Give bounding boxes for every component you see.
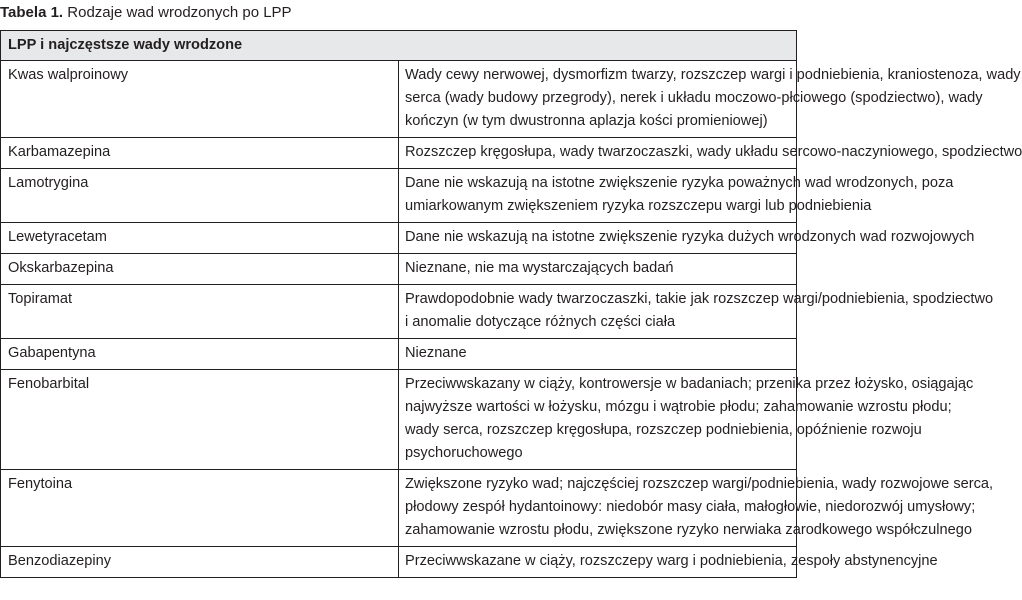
description-line: kończyn (w tym dwustronna aplazja kości promieniowej) [405,113,768,129]
description-line: i anomalie dotyczące różnych części ciała [405,314,676,330]
drug-name-cell: Benzodiazepiny [1,547,399,578]
drug-name-cell: Fenytoina [1,470,399,547]
defects-description-cell [399,339,797,370]
table-row [1,370,797,470]
table-row [1,547,797,578]
description-line: serca (wady budowy przegrody), nerek i układu moczowo-płciowego (spodziectwo), wady [405,90,983,106]
description-line: Nieznane [405,345,467,361]
drug-name-cell: Lamotrygina [1,169,399,223]
defects-description-cell [399,61,1021,138]
defects-description-cell [399,169,954,223]
description-line: wady serca, rozszczep kręgosłupa, rozszczep podniebienia, opóźnienie rozwoju [405,422,922,438]
table-row [1,470,797,547]
description-line: Dane nie wskazują na istotne zwiększenie ryzyka poważnych wad wrodzonych, poza [405,175,954,191]
table-row [1,339,797,370]
drug-name-cell: Topiramat [1,285,399,339]
description-line: Nieznane, nie ma wystarczających badań [405,260,674,276]
description-line: umiarkowanym zwiększeniem ryzyka rozszczepu wargi lub podniebienia [405,198,872,214]
table-header: LPP i najczęstsze wady wrodzone [1,31,797,61]
table-row [1,223,797,254]
drug-name-cell: Lewetyracetam [1,223,399,254]
defects-description-cell [399,285,994,339]
table-row [1,61,797,138]
description-line: najwyższe wartości w łożysku, mózgu i wątrobie płodu; zahamowanie wzrostu płodu; [405,399,952,415]
description-line: Przeciwwskazane w ciąży, rozszczepy warg i podniebienia, zespoły abstynencyjne [405,553,938,569]
table-header-row [1,31,797,61]
drug-name-cell: Gabapentyna [1,339,399,370]
description-line: Przeciwwskazany w ciąży, kontrowersje w badaniach; przenika przez łożysko, osiągając [405,376,974,392]
description-line: Wady cewy nerwowej, dysmorfizm twarzy, rozszczep wargi i podniebienia, kraniostenoza, wady [405,67,1021,83]
defects-table [0,30,1022,578]
drug-name-cell: Fenobarbital [1,370,399,470]
description-line: płodowy zespół hydantoinowy: niedobór masy ciała, małogłowie, niedorozwój umysłowy; [405,499,976,515]
defects-description-cell [399,470,994,547]
description-line: Dane nie wskazują na istotne zwiększenie ryzyka dużych wrodzonych wad rozwojowych [405,229,975,245]
description-line: Rozszczep kręgosłupa, wady twarzoczaszki, wady układu sercowo-naczyniowego, spodziectwo [405,144,1022,160]
drug-name-cell: Karbamazepina [1,138,399,169]
defects-description-cell [399,138,1022,169]
drug-name-cell: Okskarbazepina [1,254,399,285]
table-row [1,138,797,169]
defects-description-cell [399,370,974,470]
defects-description-cell [399,547,938,578]
defects-description-cell [399,223,975,254]
table-row [1,169,797,223]
caption-text: Rodzaje wad wrodzonych po LPP [67,4,292,21]
description-line: Prawdopodobnie wady twarzoczaszki, takie jak rozszczep wargi/podniebienia, spodziectwo [405,291,994,307]
description-line: zahamowanie wzrostu płodu, zwiększone ryzyko nerwiaka zarodkowego współczulnego [405,522,973,538]
table-body [1,31,1022,578]
table-caption [0,3,292,22]
description-line: psychoruchowego [405,445,523,461]
table-row [1,285,797,339]
table-row [1,254,797,285]
defects-description-cell [399,254,797,285]
caption-label: Tabela 1. [0,4,64,21]
drug-name-cell: Kwas walproinowy [1,61,399,138]
description-line: Zwiększone ryzyko wad; najczęściej rozszczep wargi/podniebienia, wady rozwojowe serca, [405,476,994,492]
